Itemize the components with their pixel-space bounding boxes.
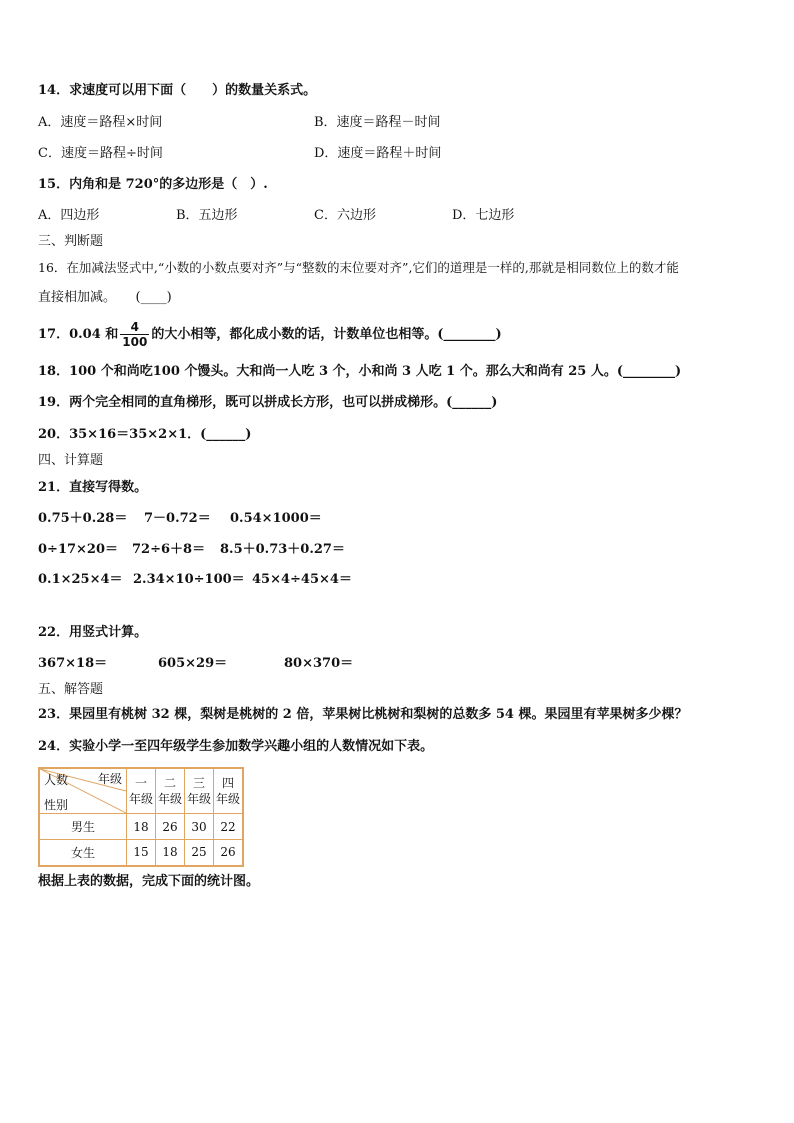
grade-label: 年级 (215, 792, 240, 806)
q15-option-a[interactable]: A．四边形 (38, 208, 100, 223)
q21-item: 0.54×1000＝ (230, 511, 322, 526)
grade-label: 年级 (157, 792, 182, 806)
q21-item: 0÷17×20＝ (38, 542, 119, 557)
q15-option-c[interactable]: C．六边形 (314, 208, 376, 223)
corner-label-gender: 性别 (44, 798, 69, 812)
q17-fraction-denominator: 100 (122, 335, 148, 349)
row-label-boys: 男生 (39, 814, 127, 840)
q22-stem: 22．用竖式计算。 (38, 625, 148, 640)
section-4-heading: 四、计算题 (38, 453, 104, 468)
q21-item: 72÷6＋8＝ (132, 542, 206, 557)
grade-header (185, 768, 214, 814)
grade-label: 年级 (128, 792, 153, 806)
q20-question: 20．35×16＝35×2×1．(______) (38, 427, 252, 442)
q14-option-b[interactable]: B．速度＝路程－时间 (314, 115, 441, 130)
q22-item: 605×29＝ (158, 656, 228, 671)
table-row (39, 814, 243, 840)
q18-question: 18．100 个和尚吃100 个馒头。大和尚一人吃 3 个，小和尚 3 人吃 1 个。那么大和尚有 25 人。(________) (38, 364, 682, 379)
q14-option-c[interactable]: C．速度＝路程÷时间 (38, 146, 163, 161)
table-cell: 25 (185, 840, 214, 866)
table-cell: 26 (214, 840, 244, 866)
table-cell: 30 (185, 814, 214, 840)
q21-item: 45×4÷45×4＝ (252, 572, 352, 587)
q17-question (38, 318, 502, 352)
q19-question: 19．两个完全相同的直角梯形，既可以拼成长方形，也可以拼成梯形。(______) (38, 395, 498, 410)
q24-data-table (38, 767, 244, 867)
grade-header (127, 768, 156, 814)
q23-question: 23．果园里有桃树 32 棵，梨树是桃树的 2 倍，苹果树比桃树和梨树的总数多 54 棵。果园里有苹果树多少棵？ (38, 707, 688, 722)
q16-line-1: 16．在加减法竖式中,“小数的小数点要对齐”与“整数的末位要对齐”,它们的道理是一样的,那就是相同数位上的数才能 (38, 260, 679, 275)
grade-header (214, 768, 244, 814)
q14-stem: 14．求速度可以用下面（ ）的数量关系式。 (38, 83, 317, 98)
table-row (39, 840, 243, 866)
q24-instruction: 根据上表的数据，完成下面的统计图。 (38, 874, 260, 889)
section-3-heading: 三、判断题 (38, 234, 104, 249)
corner-label-grade: 年级 (97, 772, 122, 786)
q17-fraction (120, 320, 149, 349)
q21-item: 0.75＋0.28＝ (38, 511, 128, 526)
q17-suffix: 的大小相等，都化成小数的话，计数单位也相等。(________) (151, 327, 502, 342)
table-corner-cell (39, 768, 127, 814)
corner-label-count: 人数 (44, 773, 69, 787)
table-cell: 26 (156, 814, 185, 840)
grade-header (156, 768, 185, 814)
grade-number: 三 (192, 776, 205, 790)
q15-option-d[interactable]: D．七边形 (452, 208, 515, 223)
table-cell: 15 (127, 840, 156, 866)
grade-number: 四 (221, 776, 234, 790)
q21-item: 0.1×25×4＝ (38, 572, 123, 587)
q22-item: 80×370＝ (284, 656, 354, 671)
q21-stem: 21．直接写得数。 (38, 480, 148, 495)
q15-option-b[interactable]: B．五边形 (176, 208, 238, 223)
q24-stem: 24．实验小学一至四年级学生参加数学兴趣小组的人数情况如下表。 (38, 739, 434, 754)
q17-prefix: 17．0.04 和 (38, 327, 119, 342)
q15-stem: 15．内角和是 720°的多边形是（ ）. (38, 177, 268, 192)
table-header-row (39, 768, 243, 814)
table-cell: 18 (156, 840, 185, 866)
table-cell: 22 (214, 814, 244, 840)
q16-line-2: 直接相加减。 (____) (38, 290, 172, 305)
q17-fraction-numerator: 4 (130, 320, 139, 334)
grade-number: 一 (134, 776, 147, 790)
q14-option-d[interactable]: D．速度＝路程＋时间 (314, 146, 442, 161)
q21-item: 8.5＋0.73＋0.27＝ (220, 542, 345, 557)
q22-item: 367×18＝ (38, 656, 108, 671)
table-cell: 18 (127, 814, 156, 840)
q14-option-a[interactable]: A．速度＝路程×时间 (38, 115, 163, 130)
grade-label: 年级 (186, 792, 211, 806)
q21-item: 2.34×10÷100＝ (133, 572, 245, 587)
section-5-heading: 五、解答题 (38, 682, 104, 697)
q21-item: 7－0.72＝ (144, 511, 211, 526)
row-label-girls: 女生 (39, 840, 127, 866)
grade-number: 二 (163, 776, 176, 790)
